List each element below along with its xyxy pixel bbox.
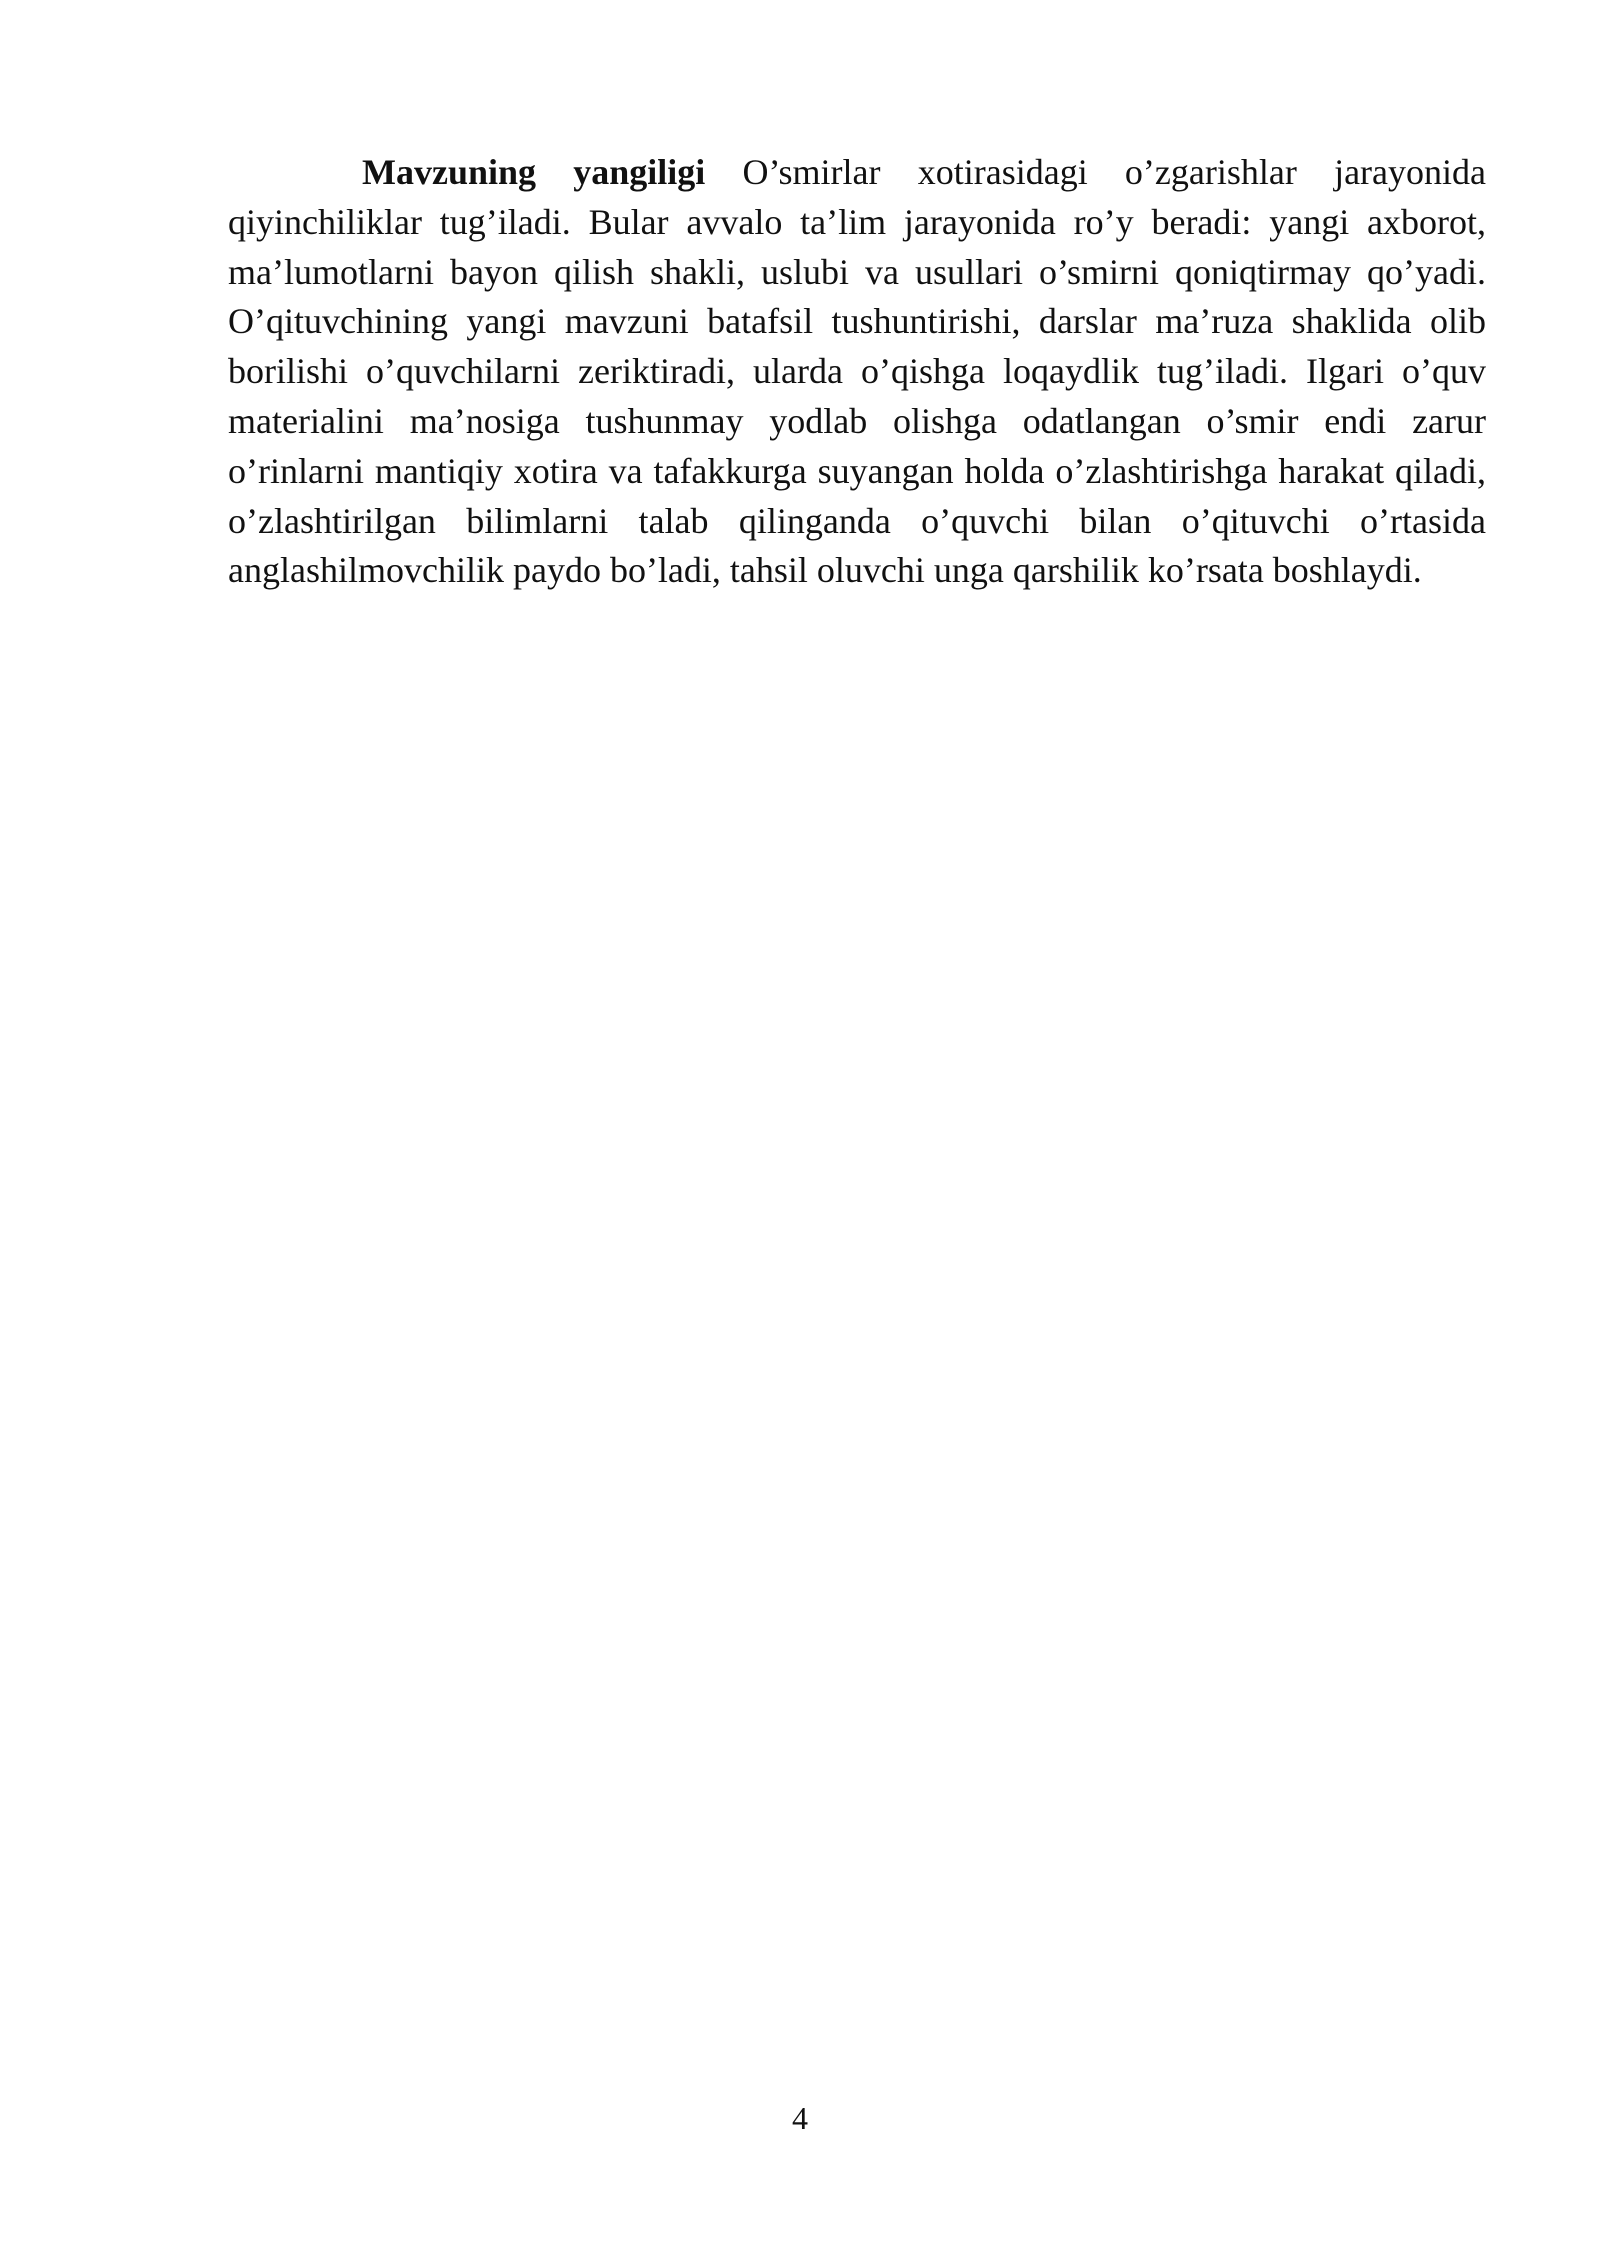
page-number: 4	[792, 2100, 808, 2136]
body-paragraph	[228, 148, 1486, 596]
paragraph-lead-heading: Mavzuning yangiligi	[362, 152, 706, 192]
paragraph-text: O’smirlar xotirasidagi o’zgarishlar jarayonida qiyinchiliklar tug’iladi. Bular avvalo ta’lim jarayonida ro’y beradi: yangi axborot, ma’lumotlarni bayon qilish shakli, uslubi va usullari o’smirni qoniqtirmay qo’yadi. O’qituvchining yangi mavzuni batafsil tushuntirishi, darslar ma’ruza shaklida olib borilishi o’quvchilarni zeriktiradi, ularda o’qishga loqaydlik tug’iladi. Ilgari o’quv materialini ma’nosiga tushunmay yodlab olishga odatlangan o’smir endi zarur o’rinlarni mantiqiy xotira va tafakkurga suyangan holda o’zlashtirishga harakat qiladi, o’zlashtirilgan bilimlarni talab qilinganda o’quvchi bilan o’qituvchi o’rtasida anglashilmovchilik paydo bo’ladi, tahsil oluvchi unga qarshilik ko’rsata boshlaydi.	[228, 152, 1487, 591]
